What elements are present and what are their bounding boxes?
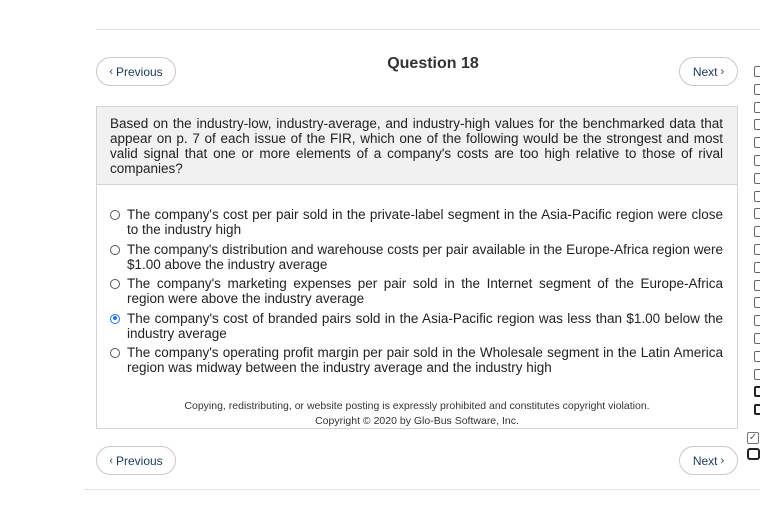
answer-option[interactable]	[110, 242, 723, 277]
answer-option-text[interactable]: The company's distribution and warehouse costs per pair available in the Europe-Africa region were $1.00 above the industry average	[127, 241, 723, 272]
question-nav-box[interactable]	[754, 155, 760, 166]
answer-option-text[interactable]: The company's operating profit margin per pair sold in the Wholesale segment in the Latin America region was midway between the industry average and the industry high	[127, 345, 723, 375]
question-nav-box[interactable]	[754, 244, 760, 255]
bottom-divider	[84, 489, 760, 490]
next-button-bottom[interactable]	[679, 446, 738, 475]
answer-option[interactable]	[110, 207, 723, 242]
radio-button[interactable]	[110, 314, 120, 324]
copyright-line-2: Copyright © 2020 by Glo-Bus Software, Inc.	[315, 415, 519, 427]
previous-button-top[interactable]	[96, 57, 176, 86]
copyright-line-1: Copying, redistributing, or website posting is expressly prohibited and constitutes copyright violation.	[184, 400, 650, 412]
question-nav-box[interactable]	[754, 297, 760, 308]
radio-button[interactable]	[110, 210, 120, 220]
question-nav-box[interactable]	[754, 280, 760, 291]
question-nav-box[interactable]	[754, 386, 760, 397]
question-stem: Based on the industry-low, industry-average, and industry-high values for the benchmarked data that appear on p. 7 of each issue of the FIR, which one of the following would be the strongest and most valid signal that one or more elements of a company's costs are too high relative to those of rival companies?	[97, 107, 737, 185]
question-nav-box[interactable]	[754, 226, 760, 237]
question-nav-box[interactable]	[754, 191, 760, 202]
answer-options	[97, 207, 737, 380]
radio-button[interactable]	[110, 245, 120, 255]
chevron-left-icon: ‹	[109, 454, 113, 467]
question-nav-box[interactable]	[754, 84, 760, 95]
radio-button[interactable]	[110, 279, 120, 289]
answer-option-text[interactable]: The company's cost of branded pairs sold in the Asia-Pacific region was less than $1.00 below the industry average	[127, 310, 723, 341]
top-divider	[96, 29, 760, 30]
answer-option[interactable]	[110, 311, 723, 346]
question-nav-box[interactable]	[754, 262, 760, 273]
copyright-notice	[97, 399, 737, 429]
question-nav-box[interactable]	[754, 351, 760, 362]
answer-option[interactable]	[110, 345, 723, 380]
answer-option-text[interactable]: The company's marketing expenses per pair sold in the Internet segment of the Europe-Africa region were above the industry average	[127, 276, 723, 306]
question-title: Question 18	[387, 55, 479, 72]
question-nav-box[interactable]	[754, 208, 760, 219]
question-nav-box[interactable]	[754, 404, 760, 415]
chevron-left-icon: ‹	[109, 65, 113, 78]
radio-button[interactable]	[110, 348, 120, 358]
chevron-right-icon: ›	[720, 454, 725, 467]
previous-label: Previous	[115, 453, 163, 468]
next-label: Next	[692, 453, 718, 468]
answer-option-text[interactable]: The company's cost per pair sold in the private-label segment in the Asia-Pacific region were close to the industry high	[127, 207, 723, 237]
previous-label: Previous	[115, 64, 163, 79]
question-nav-box[interactable]	[754, 119, 760, 130]
question-nav-box[interactable]	[754, 315, 760, 326]
checkbox-icon[interactable]	[747, 448, 760, 460]
next-label: Next	[692, 64, 718, 79]
question-nav-box[interactable]	[754, 102, 760, 113]
question-nav-box[interactable]	[754, 369, 760, 380]
question-panel	[96, 106, 738, 429]
question-nav-box[interactable]	[754, 137, 760, 148]
question-nav-box[interactable]	[754, 173, 760, 184]
checked-box-icon: ✓	[748, 432, 758, 443]
next-button-top[interactable]	[679, 57, 738, 86]
question-nav-box[interactable]	[754, 333, 760, 344]
chevron-right-icon: ›	[720, 65, 725, 78]
question-nav-box[interactable]	[754, 66, 760, 77]
answer-option[interactable]	[110, 276, 723, 311]
previous-button-bottom[interactable]	[96, 446, 176, 475]
